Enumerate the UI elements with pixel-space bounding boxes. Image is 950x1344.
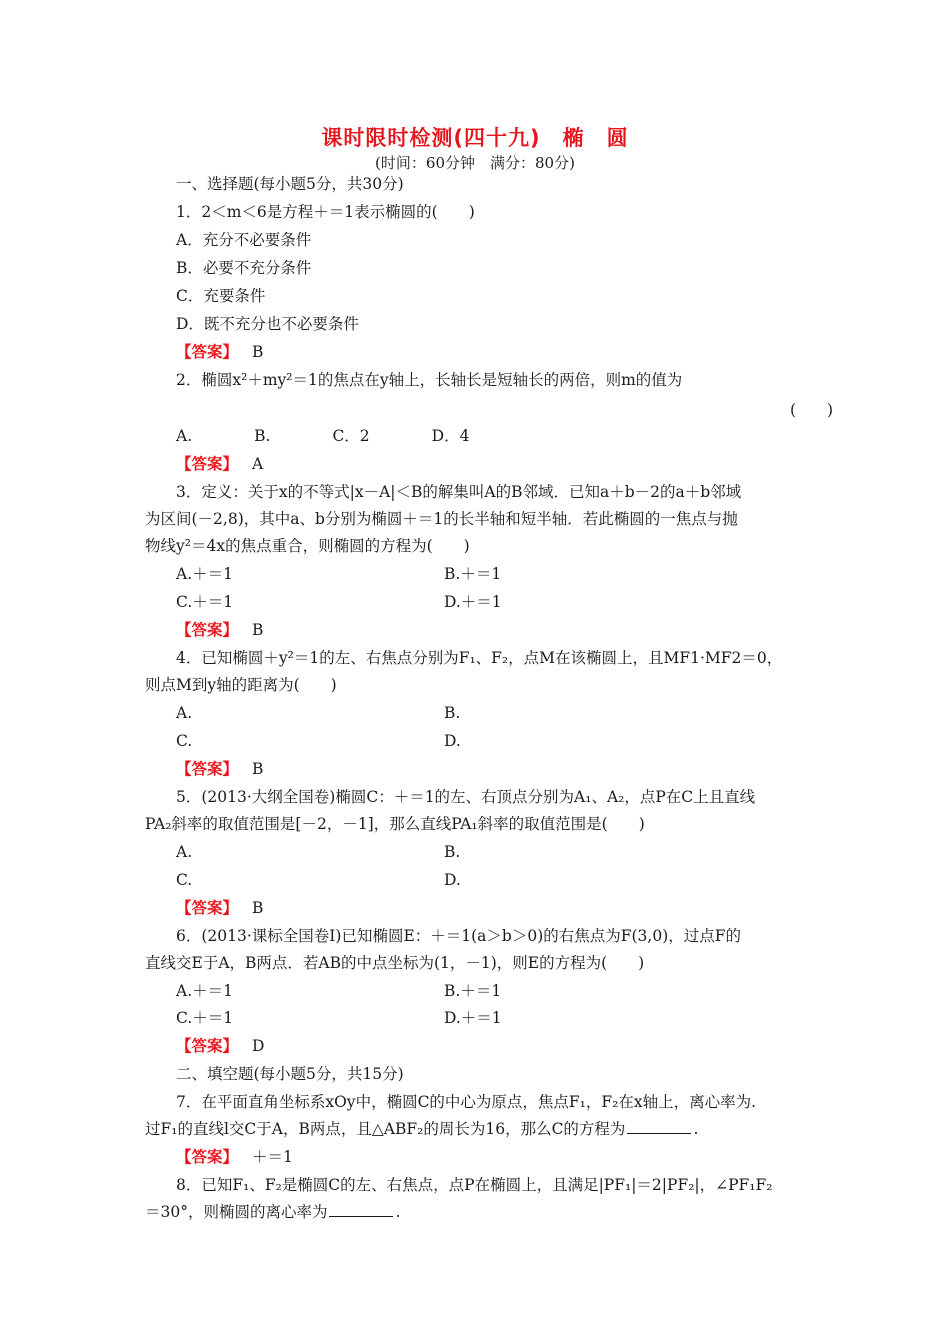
q6-option-d: D.＋＝1 [444, 1009, 502, 1027]
q3-option-d: D.＋＝1 [444, 593, 502, 611]
q7-answer-value: ＋＝1 [252, 1148, 293, 1166]
q4-option-b: B. [444, 704, 461, 722]
q6-option-b: B.＋＝1 [444, 982, 502, 1000]
q3-answer-value: B [252, 621, 264, 639]
q5-option-d: D. [444, 871, 461, 889]
answer-label: 【答案】 [176, 759, 239, 778]
q4-line-1: 4．已知椭圆＋y²＝1的左、右焦点分别为F₁、F₂，点M在该椭圆上，且MF1·MF2＝0， [176, 649, 783, 667]
q6-option-c: C.＋＝1 [176, 1009, 234, 1027]
answer-label: 【答案】 [176, 620, 239, 639]
q1-option-d: D．既不充分也不必要条件 [176, 315, 359, 333]
q8-line-2 [145, 1202, 400, 1222]
section-heading-fill: 二、填空题(每小题5分，共15分) [176, 1065, 404, 1083]
q4-option-d: D. [444, 732, 461, 750]
q8-line-1: 8．已知F₁、F₂是椭圆C的左、右焦点，点P在椭圆上，且满足|PF₁|＝2|PF₂|，∠PF₁F₂ [176, 1176, 773, 1194]
q1-answer-value: B [252, 343, 264, 361]
q5-line-2: PA₂斜率的取值范围是[－2，－1]，那么直线PA₁斜率的取值范围是( ) [145, 815, 645, 833]
q6-option-a: A.＋＝1 [176, 982, 233, 1000]
q4-answer [176, 759, 263, 779]
q7-line-2-end: . [693, 1120, 699, 1138]
answer-label: 【答案】 [176, 454, 239, 473]
q3-option-c: C.＋＝1 [176, 593, 234, 611]
answer-label: 【答案】 [176, 1147, 239, 1166]
q6-answer [176, 1036, 264, 1056]
q5-option-b: B. [444, 843, 461, 861]
q3-option-a: A.＋＝1 [176, 565, 233, 583]
q1-stem: 1．2＜m＜6是方程＋＝1表示椭圆的( ) [176, 203, 475, 221]
q3-line-1: 3．定义：关于x的不等式|x－A|＜B的解集叫A的B邻域．已知a＋b－2的a＋b邻域 [176, 483, 742, 501]
page-subtitle: (时间：60分钟 满分：80分) [375, 154, 575, 172]
q2-paren: ( ) [790, 401, 834, 419]
q2-answer [176, 454, 263, 474]
q7-line-1: 7．在平面直角坐标系xOy中，椭圆C的中心为原点，焦点F₁，F₂在x轴上，离心率为. [176, 1093, 757, 1111]
section-heading-choice: 一、选择题(每小题5分，共30分) [176, 175, 404, 193]
q1-option-b: B．必要不充分条件 [176, 259, 312, 277]
q2-stem: 2．椭圆x²＋my²＝1的焦点在y轴上，长轴长是短轴长的两倍，则m的值为 [176, 371, 683, 389]
page-title: 课时限时检测(四十九) 椭 圆 [321, 126, 629, 150]
q2-answer-value: A [252, 455, 264, 473]
answer-label: 【答案】 [176, 1036, 239, 1055]
q5-option-c: C. [176, 871, 193, 889]
answer-label: 【答案】 [176, 342, 239, 361]
q1-answer [176, 342, 263, 362]
q4-option-a: A. [176, 704, 193, 722]
q6-line-2: 直线交E于A，B两点．若AB的中点坐标为(1，－1)，则E的方程为( ) [145, 954, 645, 972]
q7-line-2 [145, 1119, 698, 1139]
q1-option-c: C．充要条件 [176, 287, 266, 305]
q5-answer-value: B [252, 899, 264, 917]
q7-line-2-text: 过F₁的直线l交C于A，B两点，且△ABF₂的周长为16，那么C的方程为 [145, 1120, 626, 1138]
answer-label: 【答案】 [176, 898, 239, 917]
q3-line-2: 为区间(－2,8)，其中a、b分别为椭圆＋＝1的长半轴和短半轴．若此椭圆的一焦点与抛 [145, 510, 738, 528]
q8-line-2-text: ＝30°，则椭圆的离心率为 [145, 1203, 328, 1221]
q8-answer-blank[interactable] [329, 1202, 393, 1217]
q2-options: A. B. C．2 D．4 [176, 427, 470, 445]
q3-line-3: 物线y²＝4x的焦点重合，则椭圆的方程为( ) [145, 537, 470, 555]
q3-option-b: B.＋＝1 [444, 565, 502, 583]
q3-answer [176, 620, 263, 640]
q4-line-2: 则点M到y轴的距离为( ) [145, 676, 337, 694]
q5-answer [176, 898, 263, 918]
q8-line-2-end: . [395, 1203, 401, 1221]
q7-answer [176, 1147, 293, 1167]
q5-option-a: A. [176, 843, 193, 861]
q6-line-1: 6．(2013·课标全国卷Ⅰ)已知椭圆E：＋＝1(a＞b＞0)的右焦点为F(3,0)，过点F的 [176, 927, 742, 945]
q4-option-c: C. [176, 732, 193, 750]
q7-answer-blank[interactable] [627, 1119, 691, 1134]
q4-answer-value: B [252, 760, 264, 778]
q1-option-a: A．充分不必要条件 [176, 231, 312, 249]
q6-answer-value: D [252, 1037, 265, 1055]
q5-line-1: 5．(2013·大纲全国卷)椭圆C：＋＝1的左、右顶点分别为A₁、A₂，点P在C上且直线 [176, 788, 756, 806]
